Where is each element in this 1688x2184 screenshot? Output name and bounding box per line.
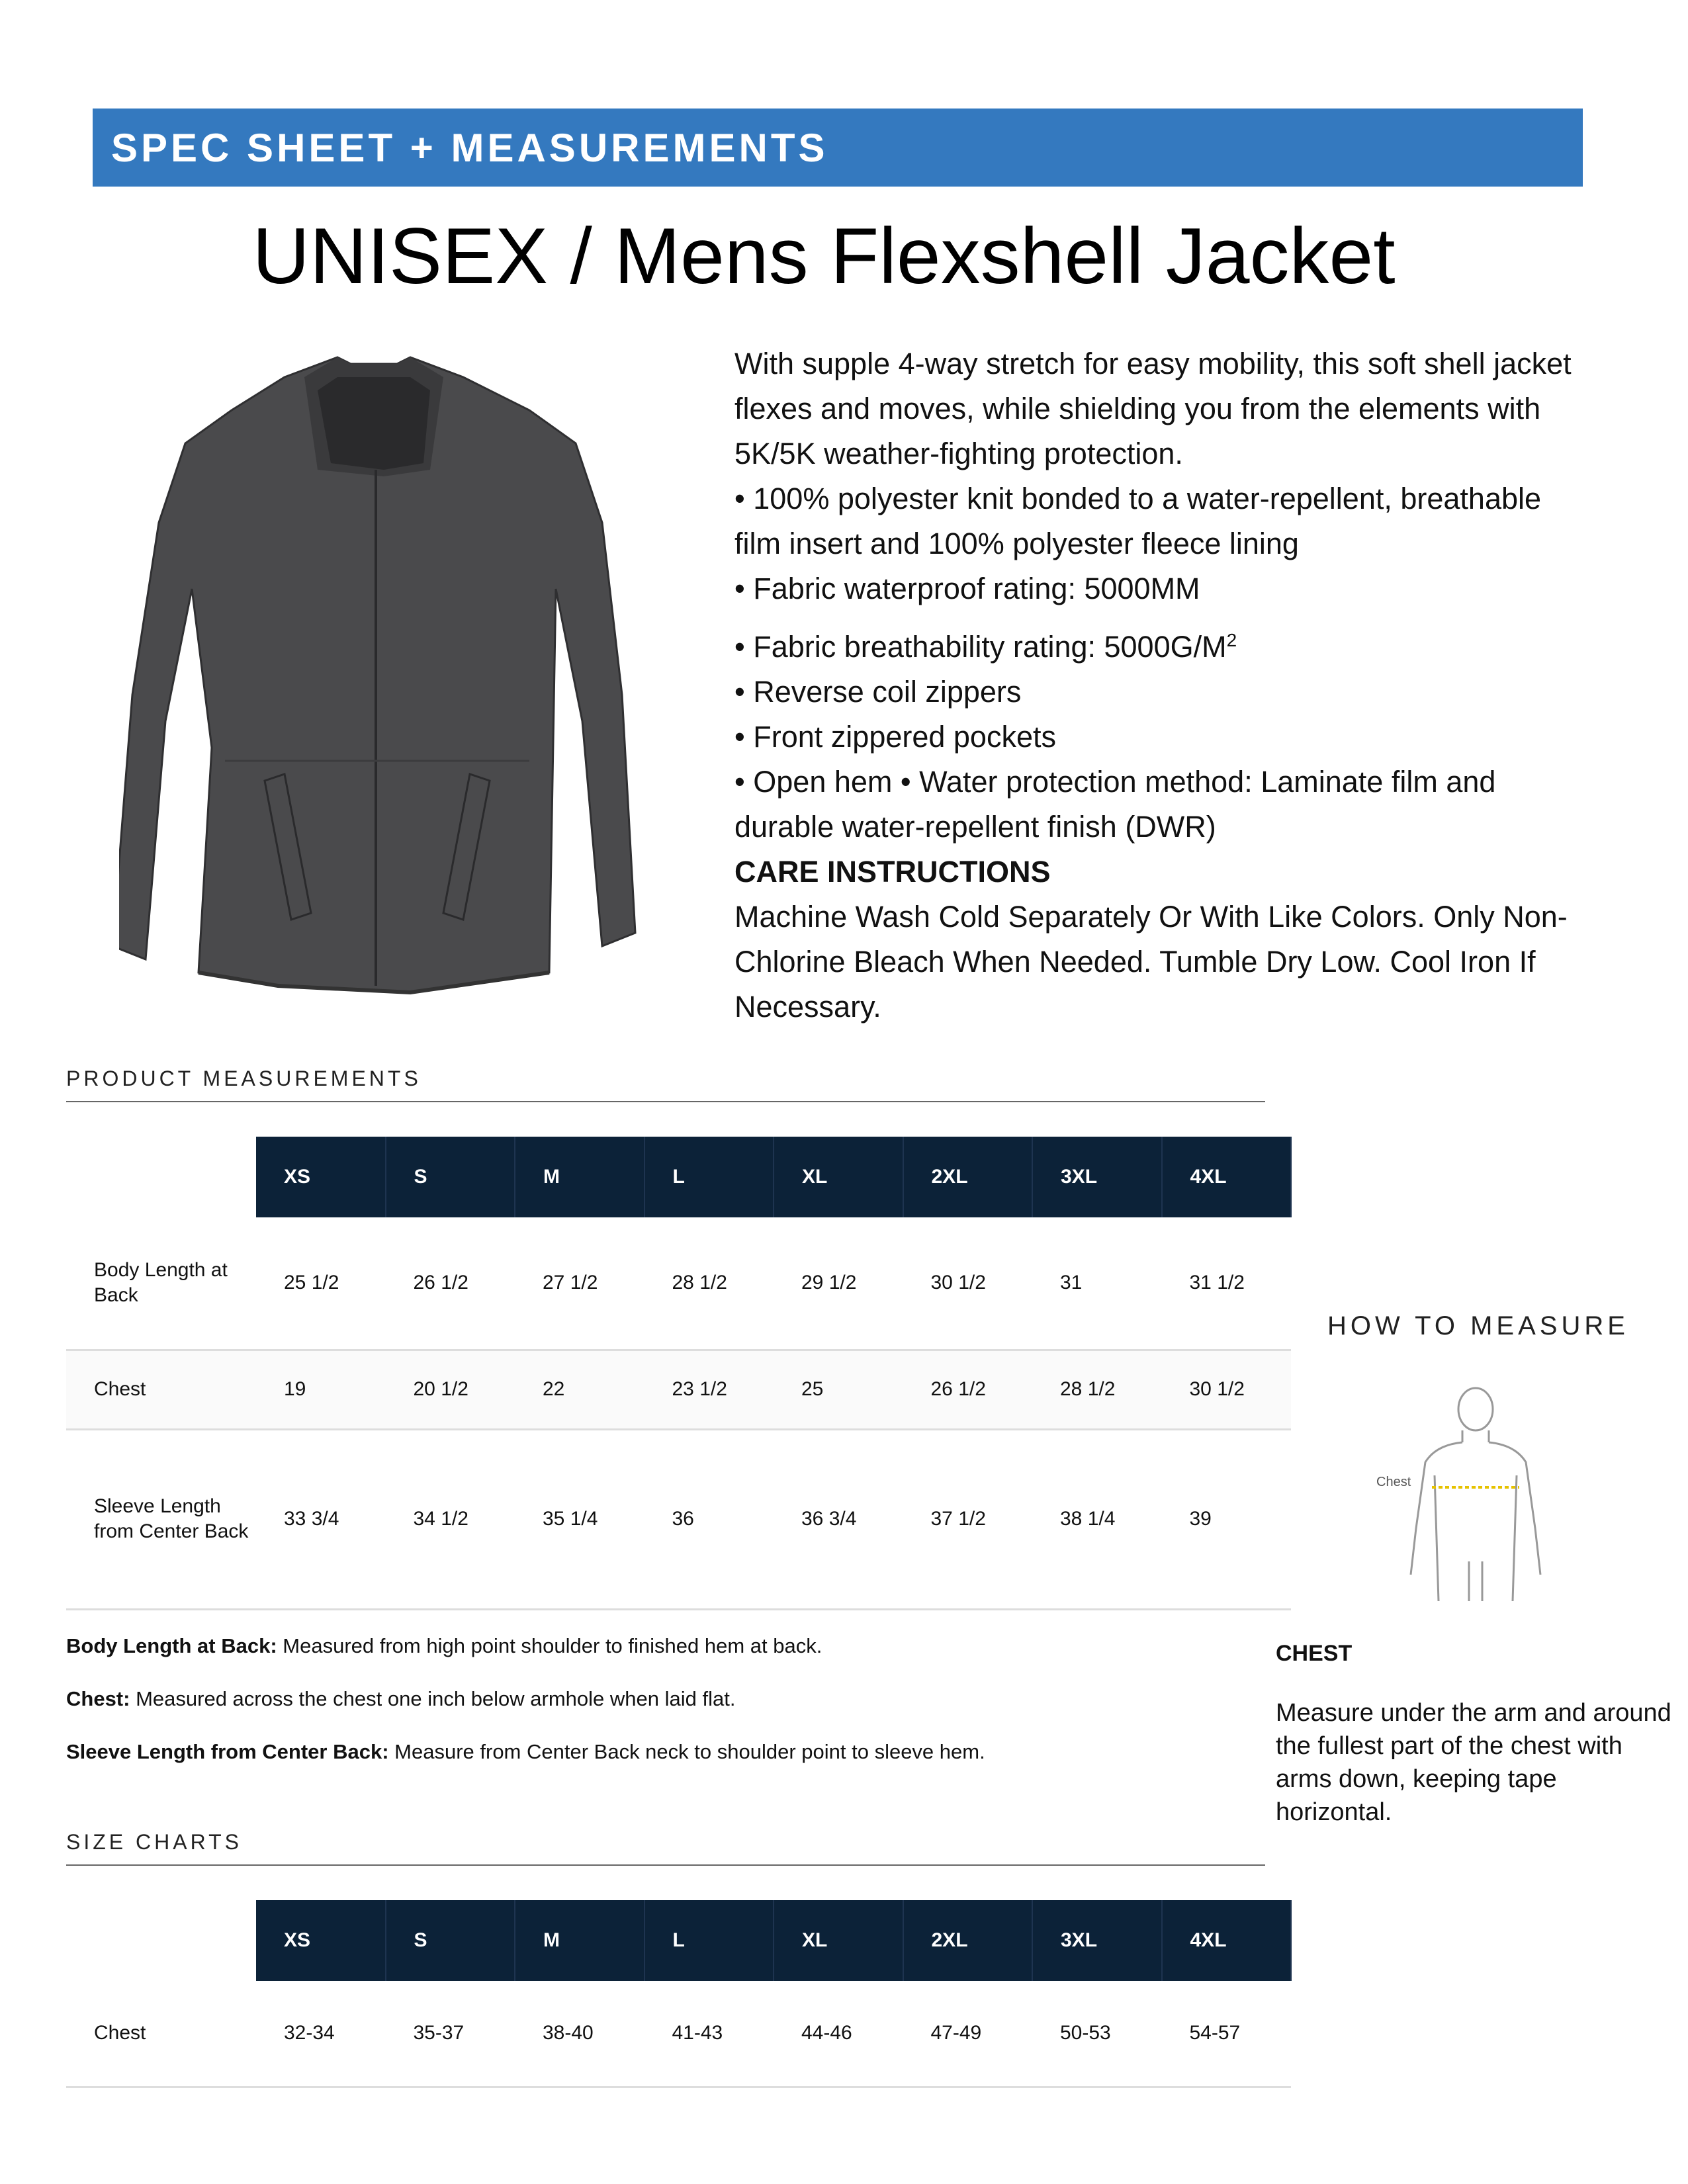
table-cell: 38-40 — [515, 1981, 644, 2087]
measurement-notes — [66, 1634, 1257, 1793]
note-label: Chest: — [66, 1687, 130, 1710]
table-cell: 28 1/2 — [644, 1217, 774, 1350]
row-label: Body Length at Back — [66, 1217, 256, 1350]
description-bullet: • Open hem • Water protection method: Laminate film and durable water-repellent finish (DWR) — [734, 765, 1496, 844]
table-cell: 47-49 — [903, 1981, 1033, 2087]
how-to-measure-label: HOW TO MEASURE — [1327, 1311, 1629, 1340]
product-description — [734, 341, 1595, 1029]
table-cell: 36 — [644, 1429, 774, 1609]
table-header-row — [66, 1900, 1291, 1981]
table-row — [66, 1217, 1291, 1350]
size-header: 3XL — [1032, 1900, 1162, 1981]
jacket-image — [119, 351, 648, 1012]
row-label: Sleeve Length from Center Back — [66, 1429, 256, 1609]
size-header: 2XL — [903, 1137, 1033, 1217]
banner — [93, 109, 1583, 187]
product-title: UNISEX / Mens Flexshell Jacket — [252, 212, 1396, 300]
row-label: Chest — [66, 1981, 256, 2087]
table-cell: 20 1/2 — [386, 1350, 515, 1429]
superscript: 2 — [1226, 630, 1237, 650]
size-header: 2XL — [903, 1900, 1033, 1981]
size-header: 4XL — [1162, 1137, 1292, 1217]
size-header: XS — [256, 1137, 386, 1217]
size-header: XL — [774, 1900, 903, 1981]
size-chart-table — [66, 1900, 1292, 2088]
table-cell: 28 1/2 — [1032, 1350, 1162, 1429]
table-cell: 25 1/2 — [256, 1217, 386, 1350]
size-header: XL — [774, 1137, 903, 1217]
table-cell: 34 1/2 — [386, 1429, 515, 1609]
table-cell: 30 1/2 — [903, 1217, 1033, 1350]
size-header: XS — [256, 1900, 386, 1981]
note-body-length — [66, 1634, 1257, 1658]
banner-title: SPEC SHEET + MEASUREMENTS — [111, 125, 828, 170]
description-bullet: • Reverse coil zippers — [734, 675, 1022, 709]
table-cell: 25 — [774, 1350, 903, 1429]
table-cell: 27 1/2 — [515, 1217, 644, 1350]
product-measurements-label: PRODUCT MEASUREMENTS — [66, 1067, 422, 1090]
table-cell: 30 1/2 — [1162, 1350, 1292, 1429]
description-intro: With supple 4-way stretch for easy mobility, this soft shell jacket flexes and moves, while shielding you from the elements with 5K/5K weather-fighting protection. — [734, 347, 1572, 470]
table-cell: 29 1/2 — [774, 1217, 903, 1350]
measurements-table — [66, 1137, 1292, 1610]
table-row — [66, 1350, 1291, 1429]
figure-chest-label: Chest — [1376, 1475, 1411, 1489]
size-header: S — [386, 1137, 515, 1217]
note-label: Body Length at Back: — [66, 1634, 277, 1657]
table-cell: 23 1/2 — [644, 1350, 774, 1429]
size-header: M — [515, 1137, 644, 1217]
breathability-text: • Fabric breathability rating: 5000G/M — [734, 630, 1227, 664]
size-header: 3XL — [1032, 1137, 1162, 1217]
table-cell: 38 1/4 — [1032, 1429, 1162, 1609]
note-label: Sleeve Length from Center Back: — [66, 1740, 389, 1763]
table-cell: 39 — [1162, 1429, 1292, 1609]
table-cell: 26 1/2 — [903, 1350, 1033, 1429]
note-sleeve — [66, 1740, 1257, 1764]
table-cell: 33 3/4 — [256, 1429, 386, 1609]
table-header-row — [66, 1137, 1291, 1217]
note-text: Measured from high point shoulder to finished hem at back. — [283, 1634, 822, 1657]
table-row — [66, 1981, 1291, 2087]
header-blank — [66, 1137, 256, 1217]
size-header: S — [386, 1900, 515, 1981]
table-cell: 36 3/4 — [774, 1429, 903, 1609]
table-cell: 50-53 — [1032, 1981, 1162, 2087]
size-header: L — [644, 1900, 774, 1981]
table-cell: 37 1/2 — [903, 1429, 1033, 1609]
divider — [66, 1101, 1265, 1102]
table-row — [66, 1429, 1291, 1609]
size-header: M — [515, 1900, 644, 1981]
table-cell: 35-37 — [386, 1981, 515, 2087]
description-bullet: • Fabric waterproof rating: 5000MM — [734, 572, 1200, 605]
note-chest — [66, 1687, 1257, 1711]
chest-instructions: Measure under the arm and around the fullest part of the chest with arms down, keeping tape horizontal. — [1276, 1699, 1671, 1826]
table-cell: 54-57 — [1162, 1981, 1292, 2087]
care-heading: CARE INSTRUCTIONS — [734, 855, 1051, 889]
care-text: Machine Wash Cold Separately Or With Like Colors. Only Non-Chlorine Bleach When Needed. Tumble Dry Low. Cool Iron If Necessary. — [734, 900, 1568, 1024]
description-bullet-breathability — [734, 618, 1595, 670]
row-label: Chest — [66, 1350, 256, 1429]
table-cell: 26 1/2 — [386, 1217, 515, 1350]
table-cell: 31 1/2 — [1162, 1217, 1292, 1350]
divider — [66, 1864, 1265, 1866]
description-bullet: • 100% polyester knit bonded to a water-repellent, breathable film insert and 100% polyester fleece lining — [734, 482, 1542, 560]
table-cell: 31 — [1032, 1217, 1162, 1350]
description-bullet: • Front zippered pockets — [734, 720, 1056, 754]
chest-heading: CHEST — [1276, 1641, 1353, 1666]
size-header: L — [644, 1137, 774, 1217]
table-cell: 35 1/4 — [515, 1429, 644, 1609]
table-cell: 19 — [256, 1350, 386, 1429]
body-figure-image — [1370, 1376, 1555, 1614]
table-cell: 44-46 — [774, 1981, 903, 2087]
table-cell: 41-43 — [644, 1981, 774, 2087]
header-blank — [66, 1900, 256, 1981]
size-header: 4XL — [1162, 1900, 1292, 1981]
size-charts-label: SIZE CHARTS — [66, 1830, 242, 1854]
note-text: Measure from Center Back neck to shoulder point to sleeve hem. — [394, 1740, 985, 1763]
note-text: Measured across the chest one inch below armhole when laid flat. — [136, 1687, 736, 1710]
table-cell: 32-34 — [256, 1981, 386, 2087]
table-cell: 22 — [515, 1350, 644, 1429]
